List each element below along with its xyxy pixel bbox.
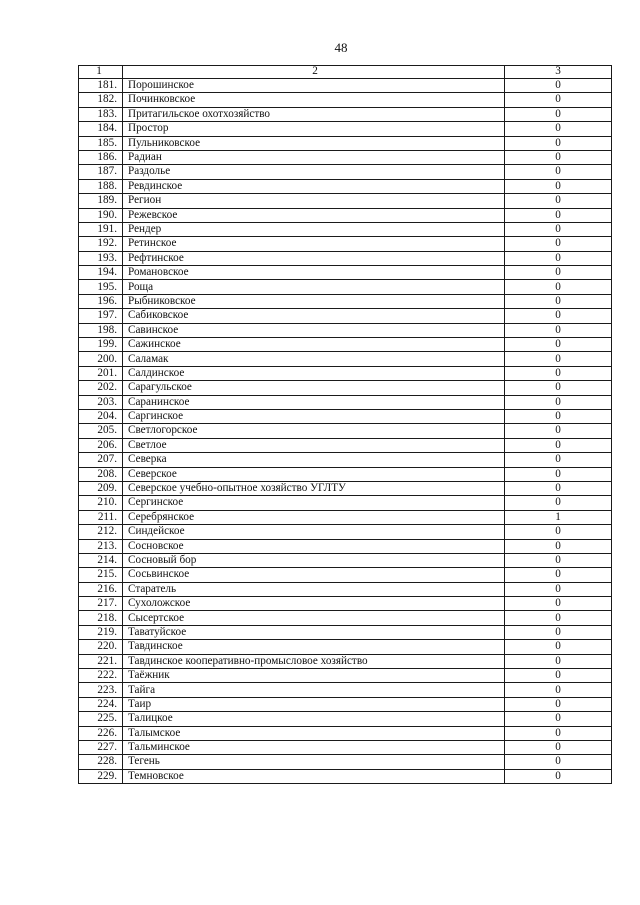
row-number-cell: 207. — [79, 453, 123, 467]
row-number-cell: 210. — [79, 496, 123, 510]
row-number-cell: 194. — [79, 266, 123, 280]
row-number-cell: 208. — [79, 467, 123, 481]
row-number-cell: 204. — [79, 409, 123, 423]
table-row — [79, 165, 612, 179]
row-number-cell: 219. — [79, 625, 123, 639]
row-name-cell: Сажинское — [123, 338, 505, 352]
table-row — [79, 640, 612, 654]
row-value-cell: 0 — [505, 597, 612, 611]
row-name-cell: Старатель — [123, 582, 505, 596]
table-row — [79, 568, 612, 582]
row-number-cell: 212. — [79, 525, 123, 539]
row-name-cell: Саранинское — [123, 395, 505, 409]
table-row — [79, 625, 612, 639]
row-name-cell: Саламак — [123, 352, 505, 366]
table-row — [79, 294, 612, 308]
row-number-cell: 211. — [79, 510, 123, 524]
row-name-cell: Таир — [123, 697, 505, 711]
row-number-cell: 222. — [79, 669, 123, 683]
row-number-cell: 214. — [79, 553, 123, 567]
row-name-cell: Синдейское — [123, 525, 505, 539]
table-row — [79, 539, 612, 553]
table-header-row — [79, 66, 612, 79]
table-row — [79, 726, 612, 740]
row-value-cell: 1 — [505, 510, 612, 524]
row-number-cell: 225. — [79, 712, 123, 726]
row-number-cell: 190. — [79, 208, 123, 222]
row-value-cell: 0 — [505, 611, 612, 625]
row-name-cell: Сухоложское — [123, 597, 505, 611]
row-number-cell: 183. — [79, 107, 123, 121]
table-row — [79, 438, 612, 452]
row-value-cell: 0 — [505, 395, 612, 409]
row-number-cell: 229. — [79, 769, 123, 783]
row-name-cell: Савинское — [123, 323, 505, 337]
table-row — [79, 510, 612, 524]
table-row — [79, 755, 612, 769]
row-name-cell: Саргинское — [123, 409, 505, 423]
row-value-cell: 0 — [505, 222, 612, 236]
row-name-cell: Тайга — [123, 683, 505, 697]
row-name-cell: Тегень — [123, 755, 505, 769]
row-number-cell: 221. — [79, 654, 123, 668]
row-number-cell: 182. — [79, 93, 123, 107]
table-row — [79, 654, 612, 668]
registry-table — [78, 65, 612, 784]
table-body — [79, 66, 612, 784]
row-number-cell: 216. — [79, 582, 123, 596]
row-name-cell: Светлогорское — [123, 424, 505, 438]
row-value-cell: 0 — [505, 309, 612, 323]
table-row — [79, 208, 612, 222]
table-row — [79, 338, 612, 352]
row-value-cell: 0 — [505, 194, 612, 208]
row-value-cell: 0 — [505, 266, 612, 280]
row-number-cell: 218. — [79, 611, 123, 625]
row-number-cell: 197. — [79, 309, 123, 323]
row-value-cell: 0 — [505, 683, 612, 697]
row-value-cell: 0 — [505, 640, 612, 654]
row-value-cell: 0 — [505, 669, 612, 683]
row-name-cell: Регион — [123, 194, 505, 208]
table-row — [79, 93, 612, 107]
row-number-cell: 185. — [79, 136, 123, 150]
row-number-cell: 205. — [79, 424, 123, 438]
table-row — [79, 323, 612, 337]
table-row — [79, 669, 612, 683]
row-value-cell: 0 — [505, 496, 612, 510]
row-name-cell: Радиан — [123, 150, 505, 164]
row-value-cell: 0 — [505, 553, 612, 567]
row-number-cell: 224. — [79, 697, 123, 711]
row-value-cell: 0 — [505, 525, 612, 539]
row-name-cell: Сосьвинское — [123, 568, 505, 582]
row-name-cell: Притагильское охотхозяйство — [123, 107, 505, 121]
row-value-cell: 0 — [505, 366, 612, 380]
table-row — [79, 481, 612, 495]
table-row — [79, 697, 612, 711]
table-row — [79, 280, 612, 294]
row-number-cell: 186. — [79, 150, 123, 164]
row-name-cell: Рефтинское — [123, 251, 505, 265]
row-number-cell: 200. — [79, 352, 123, 366]
row-value-cell: 0 — [505, 237, 612, 251]
row-value-cell: 0 — [505, 338, 612, 352]
row-name-cell: Простор — [123, 122, 505, 136]
row-value-cell: 0 — [505, 424, 612, 438]
table-row — [79, 309, 612, 323]
table-row — [79, 496, 612, 510]
row-number-cell: 203. — [79, 395, 123, 409]
row-name-cell: Починковское — [123, 93, 505, 107]
row-name-cell: Романовское — [123, 266, 505, 280]
row-value-cell: 0 — [505, 107, 612, 121]
row-name-cell: Ретинское — [123, 237, 505, 251]
page-number: 48 — [334, 40, 348, 55]
row-number-cell: 201. — [79, 366, 123, 380]
table-row — [79, 150, 612, 164]
row-value-cell: 0 — [505, 409, 612, 423]
row-number-cell: 202. — [79, 381, 123, 395]
row-value-cell: 0 — [505, 769, 612, 783]
row-name-cell: Режевское — [123, 208, 505, 222]
row-value-cell: 0 — [505, 654, 612, 668]
row-number-cell: 184. — [79, 122, 123, 136]
row-number-cell: 206. — [79, 438, 123, 452]
row-name-cell: Рыбниковское — [123, 294, 505, 308]
row-number-cell: 195. — [79, 280, 123, 294]
row-name-cell: Светлое — [123, 438, 505, 452]
row-number-cell: 187. — [79, 165, 123, 179]
row-value-cell: 0 — [505, 481, 612, 495]
row-name-cell: Талицкое — [123, 712, 505, 726]
row-number-cell: 223. — [79, 683, 123, 697]
row-name-cell: Сарагульское — [123, 381, 505, 395]
row-value-cell: 0 — [505, 122, 612, 136]
table-row — [79, 712, 612, 726]
row-value-cell: 0 — [505, 352, 612, 366]
header-col-1: 1 — [79, 66, 123, 79]
row-value-cell: 0 — [505, 453, 612, 467]
row-number-cell: 209. — [79, 481, 123, 495]
row-value-cell: 0 — [505, 179, 612, 193]
table-row — [79, 352, 612, 366]
row-name-cell: Тальминское — [123, 740, 505, 754]
row-number-cell: 192. — [79, 237, 123, 251]
row-name-cell: Тавдинское кооперативно-промысловое хозяйство — [123, 654, 505, 668]
row-number-cell: 181. — [79, 79, 123, 93]
row-value-cell: 0 — [505, 280, 612, 294]
row-value-cell: 0 — [505, 697, 612, 711]
row-number-cell: 213. — [79, 539, 123, 553]
row-value-cell: 0 — [505, 438, 612, 452]
table-row — [79, 251, 612, 265]
table-row — [79, 553, 612, 567]
table-row — [79, 395, 612, 409]
header-col-2: 2 — [123, 66, 505, 79]
header-col-3: 3 — [505, 66, 612, 79]
row-name-cell: Ревдинское — [123, 179, 505, 193]
row-value-cell: 0 — [505, 150, 612, 164]
table-row — [79, 222, 612, 236]
row-value-cell: 0 — [505, 381, 612, 395]
row-name-cell: Салдинское — [123, 366, 505, 380]
table-row — [79, 136, 612, 150]
table-row — [79, 107, 612, 121]
table-row — [79, 381, 612, 395]
row-name-cell: Пульниковское — [123, 136, 505, 150]
row-value-cell: 0 — [505, 712, 612, 726]
row-number-cell: 199. — [79, 338, 123, 352]
row-value-cell: 0 — [505, 568, 612, 582]
table-row — [79, 424, 612, 438]
table-row — [79, 122, 612, 136]
row-value-cell: 0 — [505, 740, 612, 754]
row-name-cell: Северское — [123, 467, 505, 481]
row-name-cell: Сабиковское — [123, 309, 505, 323]
table-row — [79, 453, 612, 467]
row-number-cell: 188. — [79, 179, 123, 193]
row-name-cell: Сысертское — [123, 611, 505, 625]
row-number-cell: 220. — [79, 640, 123, 654]
row-value-cell: 0 — [505, 165, 612, 179]
row-value-cell: 0 — [505, 726, 612, 740]
table-row — [79, 597, 612, 611]
table-row — [79, 179, 612, 193]
table-row — [79, 740, 612, 754]
row-number-cell: 189. — [79, 194, 123, 208]
table-row — [79, 683, 612, 697]
row-name-cell: Талымское — [123, 726, 505, 740]
table-row — [79, 582, 612, 596]
table-row — [79, 79, 612, 93]
row-name-cell: Роща — [123, 280, 505, 294]
row-name-cell: Сосновское — [123, 539, 505, 553]
row-number-cell: 226. — [79, 726, 123, 740]
row-name-cell: Тавдинское — [123, 640, 505, 654]
row-value-cell: 0 — [505, 251, 612, 265]
row-name-cell: Раздолье — [123, 165, 505, 179]
row-value-cell: 0 — [505, 79, 612, 93]
row-value-cell: 0 — [505, 93, 612, 107]
table-row — [79, 194, 612, 208]
row-name-cell: Сергинское — [123, 496, 505, 510]
row-value-cell: 0 — [505, 208, 612, 222]
row-name-cell: Северка — [123, 453, 505, 467]
row-number-cell: 217. — [79, 597, 123, 611]
table-row — [79, 611, 612, 625]
table-row — [79, 237, 612, 251]
table-row — [79, 266, 612, 280]
row-value-cell: 0 — [505, 539, 612, 553]
row-name-cell: Порошинское — [123, 79, 505, 93]
row-value-cell: 0 — [505, 625, 612, 639]
row-number-cell: 191. — [79, 222, 123, 236]
table-row — [79, 525, 612, 539]
table-row — [79, 769, 612, 783]
row-value-cell: 0 — [505, 294, 612, 308]
row-name-cell: Серебрянское — [123, 510, 505, 524]
row-value-cell: 0 — [505, 755, 612, 769]
row-name-cell: Таёжник — [123, 669, 505, 683]
table-row — [79, 366, 612, 380]
row-number-cell: 193. — [79, 251, 123, 265]
row-value-cell: 0 — [505, 582, 612, 596]
row-number-cell: 198. — [79, 323, 123, 337]
row-number-cell: 227. — [79, 740, 123, 754]
row-name-cell: Рендер — [123, 222, 505, 236]
row-name-cell: Северское учебно-опытное хозяйство УГЛТУ — [123, 481, 505, 495]
row-value-cell: 0 — [505, 323, 612, 337]
row-name-cell: Темновское — [123, 769, 505, 783]
table-row — [79, 467, 612, 481]
row-number-cell: 196. — [79, 294, 123, 308]
row-name-cell: Таватуйское — [123, 625, 505, 639]
row-number-cell: 215. — [79, 568, 123, 582]
row-number-cell: 228. — [79, 755, 123, 769]
row-value-cell: 0 — [505, 467, 612, 481]
row-value-cell: 0 — [505, 136, 612, 150]
table-row — [79, 409, 612, 423]
row-name-cell: Сосновый бор — [123, 553, 505, 567]
